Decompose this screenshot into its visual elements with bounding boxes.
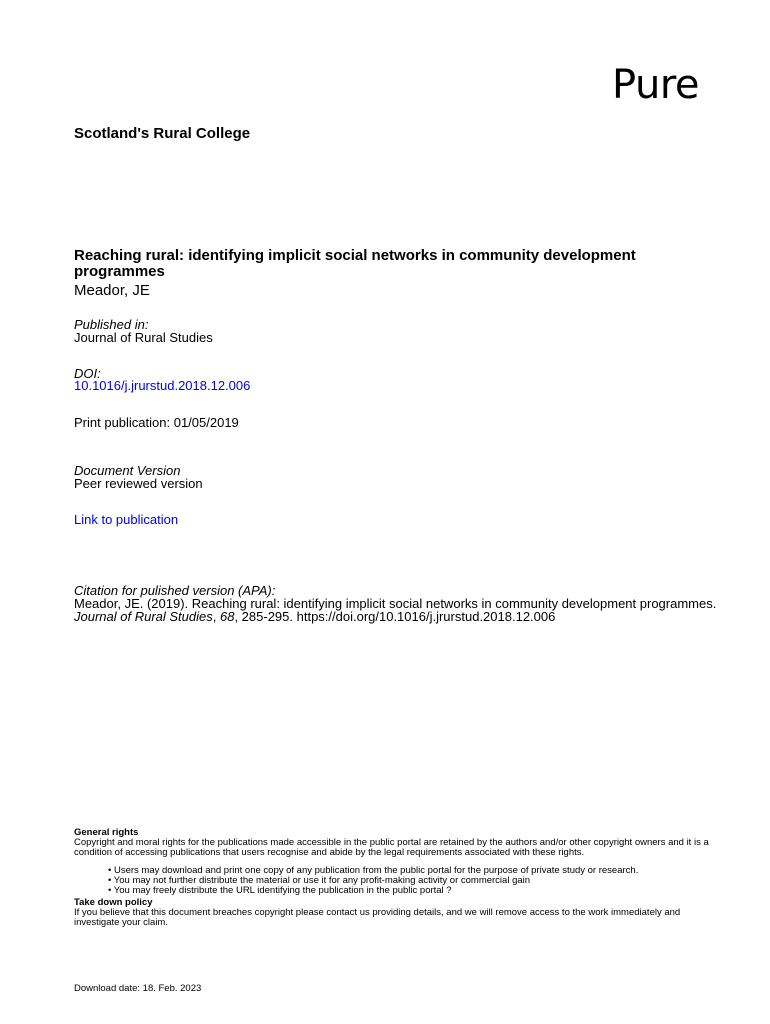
print-publication: Print publication: 01/05/2019 (74, 415, 239, 430)
document-version: Peer reviewed version (74, 476, 203, 491)
document-version-label: Document Version (74, 463, 181, 478)
general-rights-heading: General rights (74, 827, 139, 838)
citation-rest: , 285-295. https://doi.org/10.1016/j.jrurstud.2018.12.006 (234, 609, 556, 624)
journal-name: Journal of Rural Studies (74, 330, 213, 345)
general-rights-text: Copyright and moral rights for the publications made accessible in the public portal are retained by the authors and/or other copyright owners and it is a condition of accessing publications that users recognise and abide by the legal requirements associated with these rights. (74, 837, 709, 858)
general-rights-section (74, 828, 724, 928)
citation-separator: , (212, 609, 220, 624)
citation-label: Citation for pulished version (APA): (74, 583, 276, 598)
author: Meador, JE (74, 282, 150, 299)
rights-bullet: • Users may download and print one copy of any publication from the public portal for the purpose of private study or research. (108, 865, 639, 876)
doi-label: DOI: (74, 366, 101, 381)
citation-volume: 68 (219, 609, 235, 624)
institution-name: Scotland's Rural College (74, 125, 251, 142)
rights-bullet: • You may freely distribute the URL identifying the publication in the public portal ? (108, 885, 452, 896)
citation-block (74, 584, 744, 623)
published-in-label: Published in: (74, 317, 149, 332)
publication-title: Reaching rural: identifying implicit social networks in community development programmes (74, 247, 636, 280)
rights-bullet: • You may not further distribute the material or use it for any profit-making activity or commercial gain (108, 875, 531, 886)
take-down-heading: Take down policy (74, 897, 153, 908)
rights-bullet-list (108, 866, 724, 896)
download-date: Download date: 18. Feb. 2023 (74, 983, 202, 994)
pure-logo: Pure (612, 62, 699, 108)
citation-line-2 (74, 610, 744, 623)
citation-line-1: Meador, JE. (2019). Reaching rural: identifying implicit social networks in community development programmes. (74, 596, 717, 611)
take-down-text: If you believe that this document breaches copyright please contact us providing details, and we will remove access to the work immediately and investigate your claim. (74, 907, 681, 928)
citation-journal: Journal of Rural Studies (74, 609, 213, 624)
link-to-publication[interactable]: Link to publication (74, 512, 179, 527)
doi-link[interactable]: 10.1016/j.jrurstud.2018.12.006 (74, 378, 251, 393)
